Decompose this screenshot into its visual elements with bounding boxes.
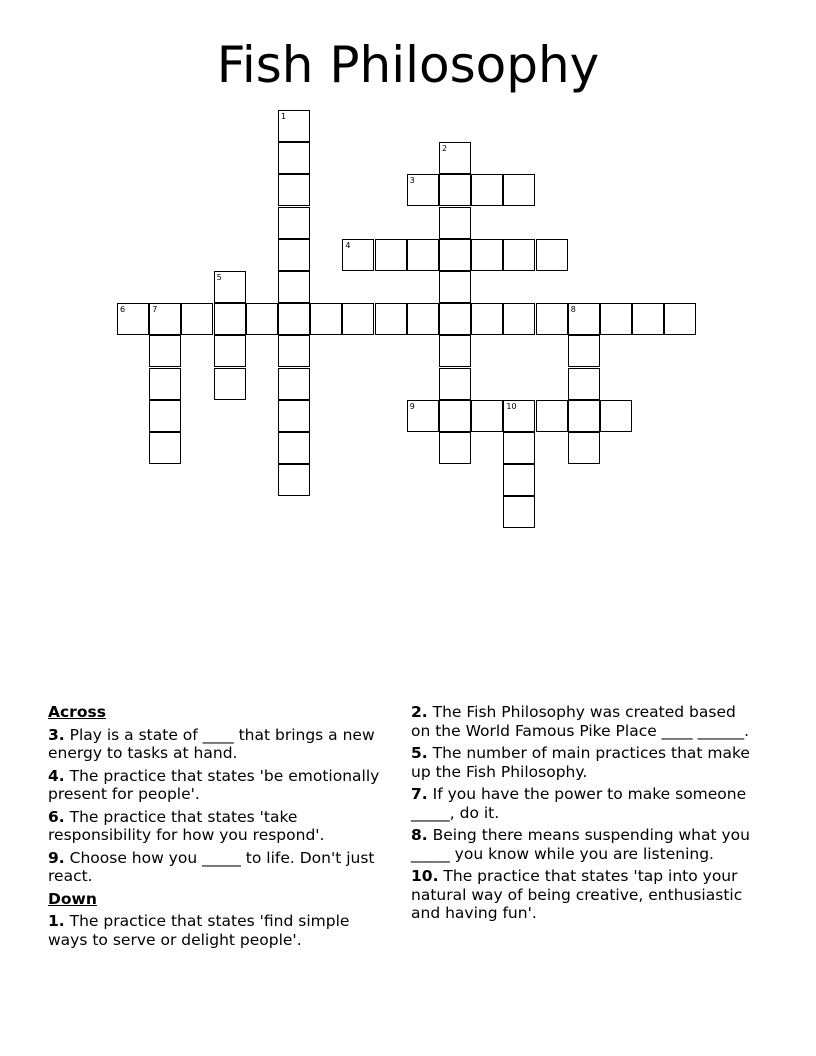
grid-cell[interactable] <box>278 174 310 206</box>
down-clue-1: 1. The practice that states 'find simple ways to serve or delight people'. <box>48 912 350 949</box>
grid-cell[interactable] <box>375 303 407 335</box>
grid-cell[interactable] <box>278 110 310 142</box>
grid-cell[interactable] <box>439 207 471 239</box>
grid-cell[interactable] <box>503 174 535 206</box>
grid-cell[interactable] <box>439 271 471 303</box>
clue-number: 9 <box>409 401 415 411</box>
grid-cell[interactable] <box>439 400 471 432</box>
clue-number: 8 <box>570 305 576 315</box>
grid-cell[interactable] <box>471 303 503 335</box>
grid-cell[interactable] <box>439 432 471 464</box>
grid-cell[interactable] <box>278 239 310 271</box>
clue-number: 3 <box>409 176 415 186</box>
grid-cell[interactable] <box>632 303 664 335</box>
grid-cell[interactable] <box>278 368 310 400</box>
down-clue-10: 10. The practice that states 'tap into your natural way of being creative, enthusiastic and having fun'. <box>411 867 743 922</box>
grid-cell[interactable] <box>439 239 471 271</box>
grid-cell[interactable] <box>407 303 439 335</box>
grid-cell[interactable] <box>342 239 374 271</box>
grid-cell[interactable] <box>278 464 310 496</box>
grid-cell[interactable] <box>503 432 535 464</box>
grid-cell[interactable] <box>536 239 568 271</box>
grid-cell[interactable] <box>278 271 310 303</box>
grid-cell[interactable] <box>181 303 213 335</box>
grid-cell[interactable] <box>664 303 696 335</box>
page-title: Fish Philosophy <box>216 36 600 94</box>
grid-cell[interactable] <box>568 303 600 335</box>
grid-cell[interactable] <box>439 303 471 335</box>
grid-cell[interactable] <box>568 335 600 367</box>
clue-number: 1 <box>281 112 287 121</box>
grid-cell[interactable] <box>503 464 535 496</box>
clue-number: 2 <box>442 144 448 154</box>
down-clue-2: 2. The Fish Philosophy was created based on the World Famous Pike Place ____ ______. <box>411 703 750 740</box>
clue-number: 5 <box>216 273 222 282</box>
clues-right-column <box>411 703 751 927</box>
grid-cell[interactable] <box>600 400 632 432</box>
grid-cell[interactable] <box>278 207 310 239</box>
grid-cell[interactable] <box>214 368 246 400</box>
grid-cell[interactable] <box>568 400 600 432</box>
grid-cell[interactable] <box>503 303 535 335</box>
grid-cell[interactable] <box>117 303 149 335</box>
grid-cell[interactable] <box>439 335 471 367</box>
grid-cell[interactable] <box>536 400 568 432</box>
grid-cell[interactable] <box>278 432 310 464</box>
down-clue-8: 8. Being there means suspending what you _____ you know while you are listening. <box>411 826 750 863</box>
grid-cell[interactable] <box>149 368 181 400</box>
clue-number: 7 <box>152 305 158 315</box>
grid-cell[interactable] <box>278 303 310 335</box>
across-clue-6: 6. The practice that states 'take responsibility for how you respond'. <box>48 807 325 844</box>
grid-cell[interactable] <box>407 174 439 206</box>
grid-cell[interactable] <box>375 239 407 271</box>
clue-number: 10 <box>506 401 517 411</box>
grid-cell[interactable] <box>568 432 600 464</box>
grid-cell[interactable] <box>439 368 471 400</box>
grid-cell[interactable] <box>471 174 503 206</box>
clue-number: 6 <box>120 305 126 315</box>
across-clue-4: 4. The practice that states 'be emotionally present for people'. <box>48 766 380 803</box>
across-clue-9: 9. Choose how you _____ to life. Don't just react. <box>48 848 375 885</box>
across-clue-3: 3. Play is a state of ____ that brings a new energy to tasks at hand. <box>48 725 375 762</box>
clues-left-column <box>48 703 393 953</box>
grid-cell[interactable] <box>214 271 246 303</box>
grid-cell[interactable] <box>149 400 181 432</box>
grid-cell[interactable] <box>503 400 535 432</box>
grid-cell[interactable] <box>471 400 503 432</box>
down-heading: Down <box>48 889 97 908</box>
grid-cell[interactable] <box>149 432 181 464</box>
grid-cell[interactable] <box>310 303 342 335</box>
grid-cell[interactable] <box>600 303 632 335</box>
grid-cell[interactable] <box>407 400 439 432</box>
grid-cell[interactable] <box>503 239 535 271</box>
grid-cell[interactable] <box>439 142 471 174</box>
grid-cell[interactable] <box>407 239 439 271</box>
grid-cell[interactable] <box>278 335 310 367</box>
grid-cell[interactable] <box>149 303 181 335</box>
grid-cell[interactable] <box>278 400 310 432</box>
grid-cell[interactable] <box>536 303 568 335</box>
grid-cell[interactable] <box>214 303 246 335</box>
across-heading: Across <box>48 703 106 721</box>
grid-cell[interactable] <box>439 174 471 206</box>
grid-cell[interactable] <box>568 368 600 400</box>
clue-number: 4 <box>345 240 351 250</box>
grid-cell[interactable] <box>246 303 278 335</box>
grid-cell[interactable] <box>503 496 535 528</box>
grid-cell[interactable] <box>214 335 246 367</box>
grid-cell[interactable] <box>471 239 503 271</box>
down-clue-7: 7. If you have the power to make someone _____, do it. <box>411 785 747 822</box>
grid-cell[interactable] <box>278 142 310 174</box>
down-clue-5: 5. The number of main practices that make up the Fish Philosophy. <box>411 744 750 781</box>
grid-cell[interactable] <box>342 303 374 335</box>
grid-cell[interactable] <box>149 335 181 367</box>
